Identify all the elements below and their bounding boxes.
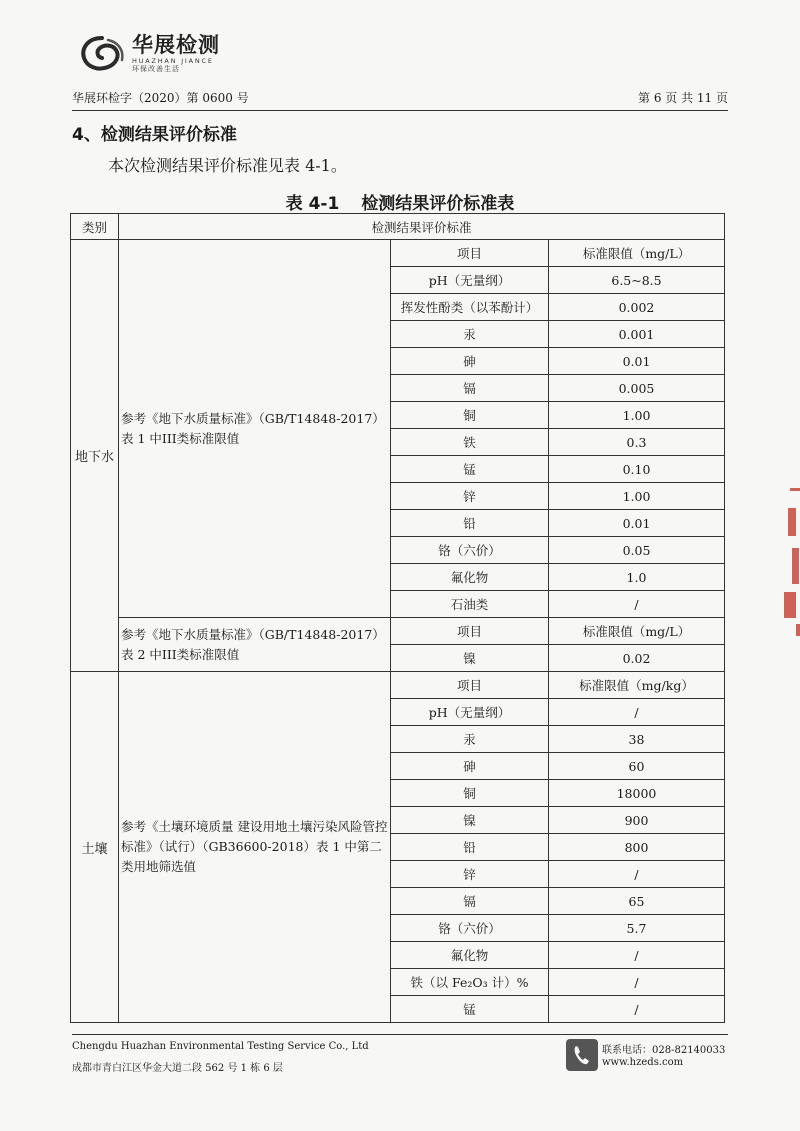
limit-value: 1.00: [549, 483, 725, 510]
page-footer: [72, 1034, 728, 1085]
table-subheader-row: [71, 618, 725, 645]
limit-header: 标准限值（mg/L）: [549, 618, 725, 645]
limit-value: 1.0: [549, 564, 725, 591]
page-header: [72, 90, 728, 111]
phone-icon: [566, 1039, 598, 1071]
header-category: 类别: [71, 214, 119, 240]
limit-value: 6.5~8.5: [549, 267, 725, 294]
logo-name-en: HUAZHAN JIANCE: [132, 56, 214, 65]
page-info: 第 6 页 共 11 页: [638, 91, 728, 105]
limit-value: 0.001: [549, 321, 725, 348]
item-name: 铅: [391, 834, 549, 861]
limit-value: 0.01: [549, 348, 725, 375]
limit-value: /: [549, 699, 725, 726]
limit-value: 0.02: [549, 645, 725, 672]
limit-value: /: [549, 969, 725, 996]
item-name: 锰: [391, 456, 549, 483]
item-name: 铬（六价）: [391, 915, 549, 942]
limit-value: /: [549, 942, 725, 969]
limit-header: 标准限值（mg/L）: [549, 240, 725, 267]
item-name: 石油类: [391, 591, 549, 618]
company-logo: [78, 34, 220, 74]
limit-value: 5.7: [549, 915, 725, 942]
limit-value: 900: [549, 807, 725, 834]
limit-value: 0.01: [549, 510, 725, 537]
swirl-logo-icon: [78, 34, 126, 74]
limit-header: 标准限值（mg/kg）: [549, 672, 725, 699]
report-number: 华展环检字（2020）第 0600 号: [72, 91, 249, 105]
limit-value: 0.3: [549, 429, 725, 456]
item-name: 汞: [391, 726, 549, 753]
footer-phone: 联系电话：028-82140033: [602, 1045, 726, 1056]
footer-company-en: Chengdu Huazhan Environmental Testing Service Co., Ltd: [72, 1041, 369, 1052]
limit-value: 0.002: [549, 294, 725, 321]
section-heading: 4、检测结果评价标准: [72, 125, 237, 145]
item-name: 镉: [391, 888, 549, 915]
item-name: pH（无量纲）: [391, 267, 549, 294]
limit-value: 38: [549, 726, 725, 753]
standard-soil: 参考《土壤环境质量 建设用地土壤污染风险管控标准》（试行）（GB36600-2018）表 1 中第二类用地筛选值: [119, 672, 391, 1023]
item-name: 铁（以 Fe₂O₃ 计）%: [391, 969, 549, 996]
item-header: 项目: [391, 618, 549, 645]
item-name: 锰: [391, 996, 549, 1023]
table-title-text: 检测结果评价标准表: [361, 194, 515, 214]
footer-address: 成都市青白江区华金大道二段 562 号 1 栋 6 层: [72, 1063, 283, 1074]
item-name: pH（无量纲）: [391, 699, 549, 726]
section-intro: 本次检测结果评价标准见表 4-1。: [108, 156, 347, 175]
item-name: 镍: [391, 807, 549, 834]
limit-value: 800: [549, 834, 725, 861]
item-header: 项目: [391, 672, 549, 699]
item-name: 铜: [391, 780, 549, 807]
item-name: 镉: [391, 375, 549, 402]
limit-value: 0.005: [549, 375, 725, 402]
standard-groundwater-table1: 参考《地下水质量标准》（GB/T14848-2017）表 1 中III类标准限值: [119, 240, 391, 618]
item-name: 氟化物: [391, 564, 549, 591]
item-name: 铜: [391, 402, 549, 429]
table-title: [0, 189, 800, 214]
limit-value: 1.00: [549, 402, 725, 429]
item-name: 锌: [391, 861, 549, 888]
limit-value: /: [549, 996, 725, 1023]
category-groundwater: 地下水: [71, 240, 119, 672]
item-name: 锌: [391, 483, 549, 510]
limit-value: 0.05: [549, 537, 725, 564]
item-name: 汞: [391, 321, 549, 348]
red-seal-stamp: [770, 488, 800, 638]
item-name: 砷: [391, 348, 549, 375]
table-header-row: [71, 214, 725, 240]
standard-groundwater-table2: 参考《地下水质量标准》（GB/T14848-2017）表 2 中III类标准限值: [119, 618, 391, 672]
logo-name-cn: 华展检测: [132, 32, 220, 57]
item-name: 镍: [391, 645, 549, 672]
item-name: 氟化物: [391, 942, 549, 969]
table-number: 表 4-1: [285, 194, 340, 214]
limit-value: 60: [549, 753, 725, 780]
limit-value: 18000: [549, 780, 725, 807]
item-name: 铅: [391, 510, 549, 537]
table-subheader-row: [71, 672, 725, 699]
footer-website: www.hzeds.com: [602, 1057, 684, 1068]
item-name: 铬（六价）: [391, 537, 549, 564]
evaluation-standard-table: [70, 213, 725, 1023]
item-name: 砷: [391, 753, 549, 780]
category-soil: 土壤: [71, 672, 119, 1023]
item-header: 项目: [391, 240, 549, 267]
item-name: 铁: [391, 429, 549, 456]
limit-value: /: [549, 591, 725, 618]
header-standard: 检测结果评价标准: [119, 214, 725, 240]
limit-value: 0.10: [549, 456, 725, 483]
limit-value: 65: [549, 888, 725, 915]
limit-value: /: [549, 861, 725, 888]
item-name: 挥发性酚类（以苯酚计）: [391, 294, 549, 321]
table-subheader-row: [71, 240, 725, 267]
logo-slogan: 环保改善生活: [132, 65, 180, 74]
